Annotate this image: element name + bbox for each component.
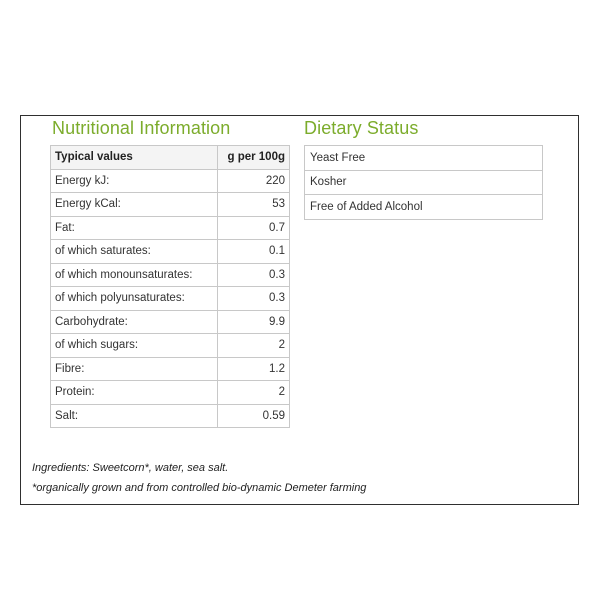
nutrition-header-row: [51, 146, 290, 170]
table-row: [51, 263, 290, 287]
table-row: [51, 310, 290, 334]
dietary-row: [305, 146, 543, 171]
row-label: Carbohydrate:: [51, 310, 218, 334]
row-label: Energy kCal:: [51, 193, 218, 217]
table-row: [51, 216, 290, 240]
row-value: 0.3: [218, 263, 290, 287]
table-row: [51, 381, 290, 405]
row-label: of which saturates:: [51, 240, 218, 264]
header-label: Typical values: [51, 146, 218, 170]
row-value: 0.7: [218, 216, 290, 240]
dietary-row: [305, 195, 543, 220]
row-label: Fibre:: [51, 357, 218, 381]
nutrition-title: Nutritional Information: [52, 118, 231, 138]
row-value: 53: [218, 193, 290, 217]
table-row: [51, 169, 290, 193]
table-row: [51, 240, 290, 264]
row-value: 220: [218, 169, 290, 193]
row-label: Protein:: [51, 381, 218, 405]
table-row: [51, 357, 290, 381]
dietary-item: Yeast Free: [305, 146, 543, 171]
row-value: 0.3: [218, 287, 290, 311]
table-row: [51, 193, 290, 217]
row-label: of which polyunsaturates:: [51, 287, 218, 311]
row-value: 0.1: [218, 240, 290, 264]
row-value: 9.9: [218, 310, 290, 334]
row-label: Energy kJ:: [51, 169, 218, 193]
dietary-item: Kosher: [305, 170, 543, 195]
table-row: [51, 287, 290, 311]
dietary-row: [305, 170, 543, 195]
ingredients-note: Ingredients: Sweetcorn*, water, sea salt.: [32, 462, 229, 474]
row-label: of which sugars:: [51, 334, 218, 358]
table-row: [51, 334, 290, 358]
nutrition-table: [50, 145, 290, 428]
dietary-item: Free of Added Alcohol: [305, 195, 543, 220]
row-label: of which monounsaturates:: [51, 263, 218, 287]
dietary-title: Dietary Status: [304, 118, 419, 138]
row-value: 2: [218, 381, 290, 405]
row-label: Salt:: [51, 404, 218, 428]
dietary-table: [304, 145, 543, 220]
row-value: 1.2: [218, 357, 290, 381]
table-row: [51, 404, 290, 428]
row-value: 2: [218, 334, 290, 358]
row-label: Fat:: [51, 216, 218, 240]
organic-footnote: *organically grown and from controlled bio-dynamic Demeter farming: [32, 482, 367, 494]
row-value: 0.59: [218, 404, 290, 428]
header-value: g per 100g: [218, 146, 290, 170]
